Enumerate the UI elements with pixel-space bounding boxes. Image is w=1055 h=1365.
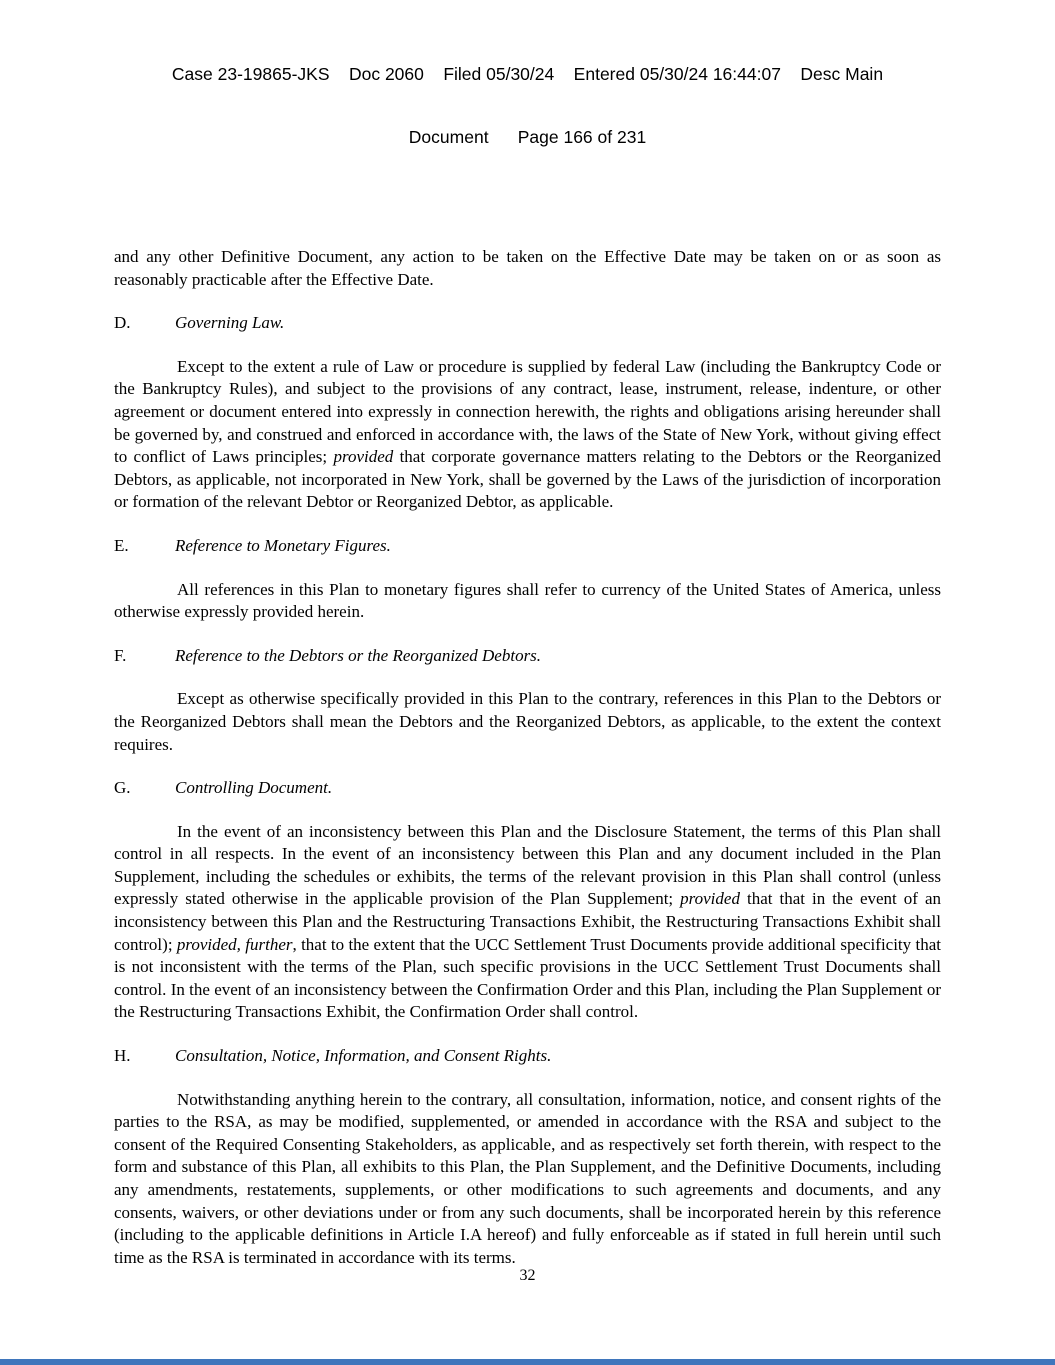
header-line-2: Document Page 166 of 231 <box>408 127 647 147</box>
section-title: Reference to Monetary Figures. <box>175 535 391 555</box>
section-letter: D. <box>114 313 131 333</box>
paragraph: All references in this Plan to monetary figures shall refer to currency of the United States of America, unless otherwise expressly provided herein. <box>114 579 941 622</box>
section-letter: E. <box>114 535 129 555</box>
section-title: Consultation, Notice, Information, and Consent Rights. <box>175 1046 552 1066</box>
section-heading <box>114 535 941 558</box>
section-title: Reference to the Debtors or the Reorganized Debtors. <box>175 645 542 665</box>
paragraph: Except as otherwise specifically provided in this Plan to the contrary, references in this Plan to the Debtors or the Reorganized Debtors shall mean the Debtors and the Reorganized Debtors, as applicable, to the extent the context requires. <box>114 689 941 754</box>
paragraph: Notwithstanding anything herein to the contrary, all consultation, information, notice, and consent rights of the parties to the RSA, as may be modified, supplemented, or amended in accordance with the RSA and subject to the consent of the Required Consenting Stakeholders, as applicable, and as respectively set forth therein, with respect to the form and substance of this Plan, all exhibits to this Plan, the Plan Supplement, and the Definitive Documents, including any amendments, restatements, supplements, or other modifications to such agreements and documents, and any consents, waivers, or other deviations under or from any such documents, shall be incorporated herein by this reference (including to the applicable definitions in Article I.A hereof) and fully enforceable as if stated in full herein until such time as the RSA is terminated in accordance with its terms. <box>114 1089 941 1267</box>
court-filing-header <box>0 0 1055 190</box>
paragraph: Except to the extent a rule of Law or procedure is supplied by federal Law (including the Bankruptcy Code or the Bankruptcy Rules), and subject to the provisions of any contract, lease, instrument, release, indenture, or other agreement or document entered into expressly in connection herewith, the rights and obligations arising hereunder shall be governed by, and construed and enforced in accordance with, the laws of the State of New York, without giving effect to conflict of Laws principles; provided that corporate governance matters relating to the Debtors or the Reorganized Debtors, as applicable, not incorporated in New York, shall be governed by the Laws of the jurisdiction of incorporation or formation of the relevant Debtor or Reorganized Debtor, as applicable. <box>114 356 941 512</box>
section-title: Governing Law. <box>175 313 285 333</box>
intro-paragraph: and any other Definitive Document, any action to be taken on the Effective Date may be taken on or as soon as reasonably practicable after the Effective Date. <box>114 247 941 289</box>
section-heading <box>114 777 941 800</box>
section-heading <box>114 1045 941 1068</box>
section-h <box>114 1045 941 1269</box>
section-f <box>114 645 941 756</box>
section-heading <box>114 312 941 335</box>
paragraph: In the event of an inconsistency between this Plan and the Disclosure Statement, the terms of this Plan shall control in all respects. In the event of an inconsistency between this Plan and any document included in the Plan Supplement, including the schedules or exhibits, the terms of the relevant provision in this Plan shall control (unless expressly stated otherwise in the applicable provision of the Plan Supplement; provided that that in the event of an inconsistency between this Plan and the Restructuring Transactions Exhibit, the Restructuring Transactions Exhibit shall control); provided, further, that to the extent that the UCC Settlement Trust Documents provide additional specificity that is not inconsistent with the terms of the Plan, such specific provisions in the UCC Settlement Trust Documents shall control. In the event of an inconsistency between the Confirmation Order and this Plan, including the Plan Supplement or the Restructuring Transactions Exhibit, the Confirmation Order shall control. <box>114 821 941 1022</box>
section-letter: G. <box>114 778 131 798</box>
section-e <box>114 535 941 624</box>
section-g <box>114 777 941 1024</box>
document-body <box>114 246 941 1269</box>
section-letter: H. <box>114 1046 131 1066</box>
section-d <box>114 312 941 514</box>
header-line-1: Case 23-19865-JKS Doc 2060 Filed 05/30/24 Entered 05/30/24 16:44:07 Desc Main <box>171 64 884 84</box>
section-letter: F. <box>114 645 127 665</box>
section-title: Controlling Document. <box>175 778 333 798</box>
page-number: 32 <box>519 1267 536 1284</box>
viewer-bottom-edge-bar <box>0 1359 1055 1365</box>
section-heading <box>114 645 941 668</box>
